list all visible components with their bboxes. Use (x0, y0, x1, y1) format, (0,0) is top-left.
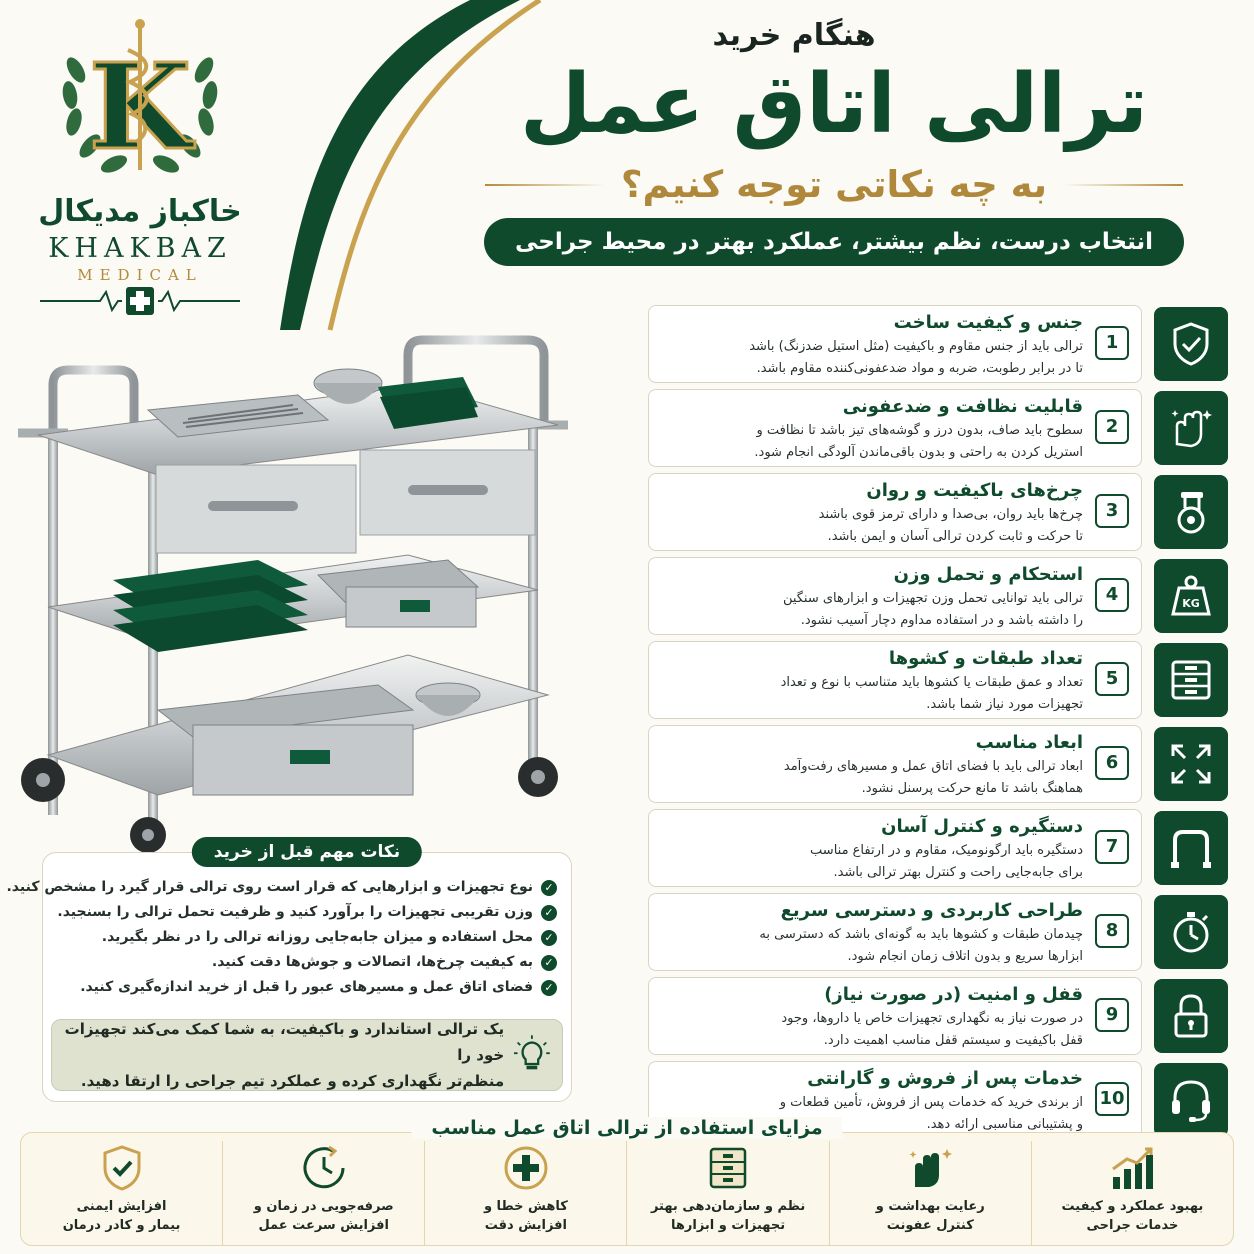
brand-sub-en: MEDICAL (77, 266, 203, 284)
drawers-icon (703, 1143, 753, 1193)
tips-heading: نکات مهم قبل از خرید (192, 837, 422, 867)
resize-arrows-icon (1154, 727, 1228, 801)
item-number: 2 (1095, 410, 1129, 444)
benefit-label: کنترل عفونت (886, 1218, 974, 1233)
checklist-item (648, 977, 1228, 1057)
checklist-item (648, 389, 1228, 469)
benefit-label: افزایش دقت (484, 1218, 568, 1233)
benefit-label: رعایت بهداشت و (875, 1199, 985, 1214)
item-number: 6 (1095, 746, 1129, 780)
item-number: 7 (1095, 830, 1129, 864)
tips-list (6, 853, 571, 1000)
item-number: 3 (1095, 494, 1129, 528)
clock-arrow-icon (299, 1143, 349, 1193)
benefit-label: افزایش ایمنی (76, 1199, 167, 1214)
item-number: 1 (1095, 326, 1129, 360)
item-title: تعداد طبقات و کشوها (888, 648, 1083, 669)
checklist-item (648, 305, 1228, 385)
item-title: استحکام و تحمل وزن (893, 564, 1083, 585)
page-title: ترالی اتاق عمل (520, 57, 1148, 152)
handle-icon (1154, 811, 1228, 885)
benefit-item (222, 1141, 424, 1245)
checklist-item (648, 641, 1228, 721)
header-kicker: هنگام خرید (712, 18, 876, 53)
checklist-item (648, 809, 1228, 889)
svg-text:KG: KG (1182, 597, 1200, 610)
list-item: ✓ نوع تجهیزات و ابزارهایی که قرار است روی ترالی قرار گیرد را مشخص کنید. (57, 875, 557, 900)
item-title: قفل و امنیت (در صورت نیاز) (824, 984, 1083, 1005)
clean-hands-icon (1154, 391, 1228, 465)
benefit-label: خدمات جراحی (1086, 1218, 1179, 1233)
item-desc: برای جابه‌جایی راحت و کنترل بهتر ترالی باشد. (833, 865, 1083, 880)
item-desc: ابعاد ترالی باید با فضای اتاق عمل و مسیرهای رفت‌وآمد (783, 759, 1083, 774)
item-desc: استریل کردن به راحتی و بدون باقی‌ماندن آلودگی انجام شود. (754, 445, 1083, 460)
item-number: 4 (1095, 578, 1129, 612)
checklist-item (648, 473, 1228, 553)
item-title: خدمات پس از فروش و گارانتی (807, 1068, 1083, 1089)
item-desc: دستگیره باید ارگونومیک، مقاوم و در ارتفاع مناسب (810, 843, 1083, 858)
checklist-item (648, 893, 1228, 973)
item-desc: ترالی باید توانایی تحمل وزن تجهیزات و ابزارهای سنگین (782, 591, 1083, 606)
benefit-label: افزایش سرعت عمل (258, 1218, 389, 1233)
item-number: 9 (1095, 998, 1129, 1032)
item-desc: را داشته باشد و در استفاده مداوم دچار آسیب نشود. (800, 613, 1083, 628)
benefit-label: نظم و سازمان‌دهی بهتر (650, 1199, 806, 1214)
shield-check-icon (97, 1143, 147, 1193)
item-desc: در صورت نیاز به نگهداری تجهیزات خاص یا داروها، وجود (781, 1011, 1083, 1026)
benefit-item (424, 1141, 626, 1245)
item-desc: و پشتیبانی مناسبی ارائه دهد. (926, 1117, 1083, 1132)
checklist (648, 305, 1228, 1145)
item-desc: تا حرکت و ثابت کردن ترالی آسان و ایمن باشد. (827, 529, 1083, 544)
padlock-icon (1154, 979, 1228, 1053)
check-icon: ✓ (541, 955, 557, 971)
list-item: ✓ به کیفیت چرخ‌ها، اتصالات و جوش‌ها دقت کنید. (57, 950, 557, 975)
brand-name-en: KHAKBAZ (48, 233, 232, 264)
item-title: ابعاد مناسب (975, 732, 1083, 753)
growth-chart-icon (1107, 1143, 1157, 1193)
headset-icon (1154, 1063, 1228, 1137)
item-title: طراحی کاربردی و دسترسی سریع (780, 900, 1083, 921)
item-number: 8 (1095, 914, 1129, 948)
heartbeat-cross-icon (40, 284, 240, 318)
benefit-label: بهبود عملکرد و کیفیت (1061, 1199, 1204, 1214)
benefit-item (626, 1141, 828, 1245)
benefit-item (1031, 1141, 1233, 1245)
item-desc: هماهنگ باشد تا مانع حرکت پرسنل نشود. (861, 781, 1083, 796)
benefit-item (829, 1141, 1031, 1245)
drawers-icon (1154, 643, 1228, 717)
shield-check-icon (1154, 307, 1228, 381)
ornament-divider (485, 184, 605, 186)
check-icon: ✓ (541, 980, 557, 996)
tip-note-line: یک ترالی استاندارد و باکیفیت، به شما کمک می‌کند تجهیزات خود را (64, 1020, 505, 1064)
item-desc: تجهیزات مورد نیاز شما باشد. (926, 697, 1083, 712)
item-desc: چرخ‌ها باید روان، بی‌صدا و دارای ترمز قوی باشند (818, 507, 1083, 522)
ornament-divider (1063, 184, 1183, 186)
check-icon: ✓ (541, 905, 557, 921)
item-title: جنس و کیفیت ساخت (893, 312, 1083, 333)
brand-name-fa: خاکباز مدیکال (38, 194, 242, 229)
header-question: به چه نکاتی توجه کنیم؟ (621, 163, 1047, 206)
monogram: K (88, 37, 192, 176)
item-desc: تا در برابر رطوبت، ضربه و مواد ضدعفونی‌کننده مقاوم باشد. (756, 361, 1083, 376)
weight-kg-icon (1154, 559, 1228, 633)
trolley-illustration (8, 325, 578, 855)
lightbulb-icon (514, 1033, 550, 1077)
question-row (454, 163, 1214, 206)
list-item: ✓ محل استفاده و میزان جابه‌جایی روزانه ترالی را در نظر بگیرید. (57, 925, 557, 950)
laurel-emblem-icon (40, 10, 240, 190)
item-number: 10 (1095, 1082, 1129, 1116)
benefit-label: کاهش خطا و (483, 1199, 568, 1214)
tips-box (6, 842, 572, 1102)
item-title: قابلیت نظافت و ضدعفونی (842, 396, 1083, 417)
benefit-label: صرفه‌جویی در زمان و (253, 1199, 394, 1214)
benefit-label: تجهیزات و ابزارها (671, 1218, 786, 1233)
list-item: ✓ فضای اتاق عمل و مسیرهای عبور را قبل از خرید اندازه‌گیری کنید. (57, 975, 557, 1000)
page-header (454, 18, 1214, 266)
stopwatch-icon (1154, 895, 1228, 969)
checklist-item (648, 557, 1228, 637)
checklist-item (648, 725, 1228, 805)
tip-note-line: منظم‌تر نگهداری کرده و عملکرد تیم جراحی را ارتقا دهید. (80, 1072, 505, 1090)
caster-wheel-icon (1154, 475, 1228, 549)
item-desc: ترالی باید از جنس مقاوم و باکیفیت (مثل استیل ضدزنگ) باشد (749, 339, 1083, 354)
item-desc: تعداد و عمق طبقات یا کشوها باید متناسب با نوع و تعداد (780, 675, 1083, 690)
medical-cross-icon (501, 1143, 551, 1193)
item-desc: چیدمان طبقات و کشوها باید به گونه‌ای باشد که دسترسی به (759, 927, 1083, 942)
header-banner: انتخاب درست، نظم بیشتر، عملکرد بهتر در محیط جراحی (484, 218, 1184, 266)
list-item: ✓ وزن تقریبی تجهیزات را برآورد کنید و ظرفیت تحمل ترالی را بسنجید. (57, 900, 557, 925)
benefits-heading: مزایای استفاده از ترالی اتاق عمل مناسب (411, 1117, 842, 1139)
check-icon: ✓ (541, 880, 557, 896)
item-number: 5 (1095, 662, 1129, 696)
benefit-item (21, 1141, 222, 1245)
benefit-label: بیمار و کادر درمان (62, 1218, 181, 1233)
check-icon: ✓ (541, 930, 557, 946)
item-desc: ابزارها سریع و بدون اتلاف زمان انجام شود. (847, 949, 1083, 964)
item-desc: سطوح باید صاف، بدون درز و گوشه‌های تیز باشد تا نظافت و (756, 423, 1083, 438)
tip-note (51, 1019, 563, 1091)
clean-hands-icon (905, 1143, 955, 1193)
item-title: دستگیره و کنترل آسان (881, 816, 1083, 837)
item-desc: قفل باکیفیت و سیستم قفل مناسب اهمیت دارد. (823, 1033, 1083, 1048)
item-title: چرخ‌های باکیفیت و روان (866, 480, 1083, 501)
brand-logo (20, 10, 260, 350)
item-desc: از برندی خرید که خدمات پس از فروش، تأمین قطعات و (779, 1095, 1083, 1110)
